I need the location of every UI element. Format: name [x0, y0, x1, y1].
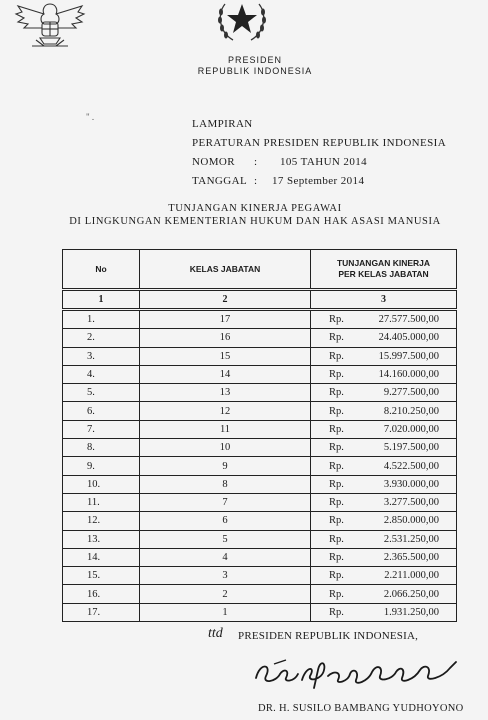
currency-label: Rp. [329, 570, 344, 582]
attachment-block [192, 115, 446, 191]
row-class: 5 [140, 530, 311, 548]
currency-label: Rp. [329, 350, 344, 362]
column-index-3: 3 [311, 290, 457, 310]
row-amount [311, 402, 457, 420]
row-class: 9 [140, 457, 311, 475]
row-number: 14. [63, 548, 140, 566]
attachment-number-row [192, 153, 446, 172]
amount-value: 5.197.500,00 [383, 442, 439, 454]
column-index-1: 1 [63, 290, 140, 310]
table-row [63, 384, 457, 402]
row-class: 8 [140, 475, 311, 493]
date-label: TANGGAL [192, 175, 248, 187]
table-body [63, 310, 457, 622]
table-row [63, 493, 457, 511]
row-amount [311, 530, 457, 548]
currency-label: Rp. [329, 332, 344, 344]
currency-label: Rp. [329, 588, 344, 600]
row-amount [311, 475, 457, 493]
currency-label: Rp. [329, 497, 344, 509]
amount-value: 15.997.500,00 [378, 350, 439, 362]
table-row [63, 420, 457, 438]
letterhead-line-1: PRESIDEN [227, 55, 282, 65]
row-class: 12 [140, 402, 311, 420]
row-number: 16. [63, 585, 140, 603]
row-amount [311, 512, 457, 530]
column-index-2: 2 [140, 290, 311, 310]
letterhead-line-2: REPUBLIK INDONESIA [197, 66, 313, 76]
amount-value: 2.066.250,00 [383, 588, 439, 600]
row-amount [311, 365, 457, 383]
row-class: 7 [140, 493, 311, 511]
row-class: 10 [140, 439, 311, 457]
amount-value: 9.277.500,00 [383, 387, 439, 399]
amount-value: 2.531.250,00 [383, 533, 439, 545]
currency-label: Rp. [329, 533, 344, 545]
attachment-date-row [192, 172, 446, 191]
row-amount [311, 439, 457, 457]
currency-label: Rp. [329, 442, 344, 454]
table-row [63, 439, 457, 457]
currency-label: Rp. [329, 460, 344, 472]
amount-value: 2.211.000,00 [384, 570, 439, 582]
row-number: 1. [63, 310, 140, 329]
row-number: 17. [63, 603, 140, 621]
row-amount [311, 585, 457, 603]
row-amount [311, 457, 457, 475]
row-number: 9. [63, 457, 140, 475]
row-number: 3. [63, 347, 140, 365]
row-class: 6 [140, 512, 311, 530]
column-header-class: KELAS JABATAN [140, 250, 311, 290]
table-row [63, 347, 457, 365]
table-row [63, 567, 457, 585]
currency-label: Rp. [329, 478, 344, 490]
table-row [63, 310, 457, 329]
row-number: 11. [63, 493, 140, 511]
row-number: 10. [63, 475, 140, 493]
row-amount [311, 493, 457, 511]
row-class: 3 [140, 567, 311, 585]
handwritten-signature-icon [250, 652, 470, 692]
row-number: 6. [63, 402, 140, 420]
table-row [63, 457, 457, 475]
row-class: 4 [140, 548, 311, 566]
row-class: 14 [140, 365, 311, 383]
amount-value: 3.930.000,00 [383, 478, 439, 490]
heading-line-2: DI LINGKUNGAN KEMENTERIAN HUKUM DAN HAK ASASI MANUSIA [69, 216, 441, 227]
signatory-name: DR. H. SUSILO BAMBANG YUDHOYONO [258, 703, 464, 714]
row-class: 17 [140, 310, 311, 329]
row-class: 13 [140, 384, 311, 402]
currency-label: Rp. [329, 369, 344, 381]
row-class: 1 [140, 603, 311, 621]
column-header-no: No [63, 250, 140, 290]
currency-label: Rp. [329, 515, 344, 527]
amount-value: 14.160.000,00 [378, 369, 439, 381]
row-number: 8. [63, 439, 140, 457]
attachment-label: LAMPIRAN [192, 118, 253, 130]
row-number: 13. [63, 530, 140, 548]
amount-value: 2.365.500,00 [383, 552, 439, 563]
row-class: 2 [140, 585, 311, 603]
currency-label: Rp. [329, 314, 344, 326]
table-row [63, 475, 457, 493]
column-header-allowance-line-2: PER KELAS JABATAN [338, 269, 429, 279]
table-row [63, 365, 457, 383]
currency-label: Rp. [329, 606, 344, 618]
amount-value: 1.931.250,00 [383, 606, 439, 618]
currency-label: Rp. [329, 387, 344, 399]
table-row [63, 402, 457, 420]
number-label: NOMOR [192, 156, 235, 168]
letterhead-title [180, 55, 330, 77]
amount-value: 4.522.500,00 [383, 460, 439, 472]
attachment-regulation: PERATURAN PRESIDEN REPUBLIK INDONESIA [192, 137, 447, 149]
currency-label: Rp. [329, 423, 344, 435]
column-header-allowance [311, 250, 457, 290]
amount-value: 8.210.250,00 [383, 405, 439, 417]
row-amount [311, 548, 457, 566]
amount-value: 24.405.000,00 [378, 332, 439, 344]
table-heading [60, 202, 450, 228]
row-class: 16 [140, 329, 311, 347]
amount-value: 3.277.500,00 [383, 497, 439, 509]
table-row [63, 329, 457, 347]
row-number: 7. [63, 420, 140, 438]
table-row [63, 530, 457, 548]
row-amount [311, 329, 457, 347]
date-separator: : [254, 175, 258, 187]
row-amount [311, 420, 457, 438]
row-class: 15 [140, 347, 311, 365]
heading-line-1: TUNJANGAN KINERJA PEGAWAI [168, 203, 342, 214]
allowance-table [62, 249, 457, 622]
currency-label: Rp. [329, 405, 344, 417]
column-header-allowance-line-1: TUNJANGAN KINERJA [336, 258, 431, 268]
number-value: 105 TAHUN 2014 [280, 156, 368, 168]
amount-value: 27.577.500,00 [378, 314, 439, 326]
row-amount [311, 310, 457, 329]
stray-mark: " . [86, 112, 95, 122]
table-row [63, 603, 457, 621]
row-number: 5. [63, 384, 140, 402]
row-number: 15. [63, 567, 140, 585]
table-row [63, 548, 457, 566]
garuda-emblem-icon [14, 0, 86, 52]
row-class: 11 [140, 420, 311, 438]
amount-value: 2.850.000,00 [383, 515, 439, 527]
signatory-office: PRESIDEN REPUBLIK INDONESIA, [238, 630, 419, 642]
row-number: 2. [63, 329, 140, 347]
date-value: 17 September 2014 [272, 175, 365, 187]
presidential-seal-icon [211, 0, 273, 48]
row-number: 4. [63, 365, 140, 383]
currency-label: Rp. [329, 552, 344, 563]
amount-value: 7.020.000,00 [383, 423, 439, 435]
row-amount [311, 384, 457, 402]
row-number: 12. [63, 512, 140, 530]
number-separator: : [254, 156, 258, 168]
table-row [63, 512, 457, 530]
row-amount [311, 567, 457, 585]
table-row [63, 585, 457, 603]
row-amount [311, 603, 457, 621]
signed-mark: ttd [208, 626, 223, 641]
row-amount [311, 347, 457, 365]
